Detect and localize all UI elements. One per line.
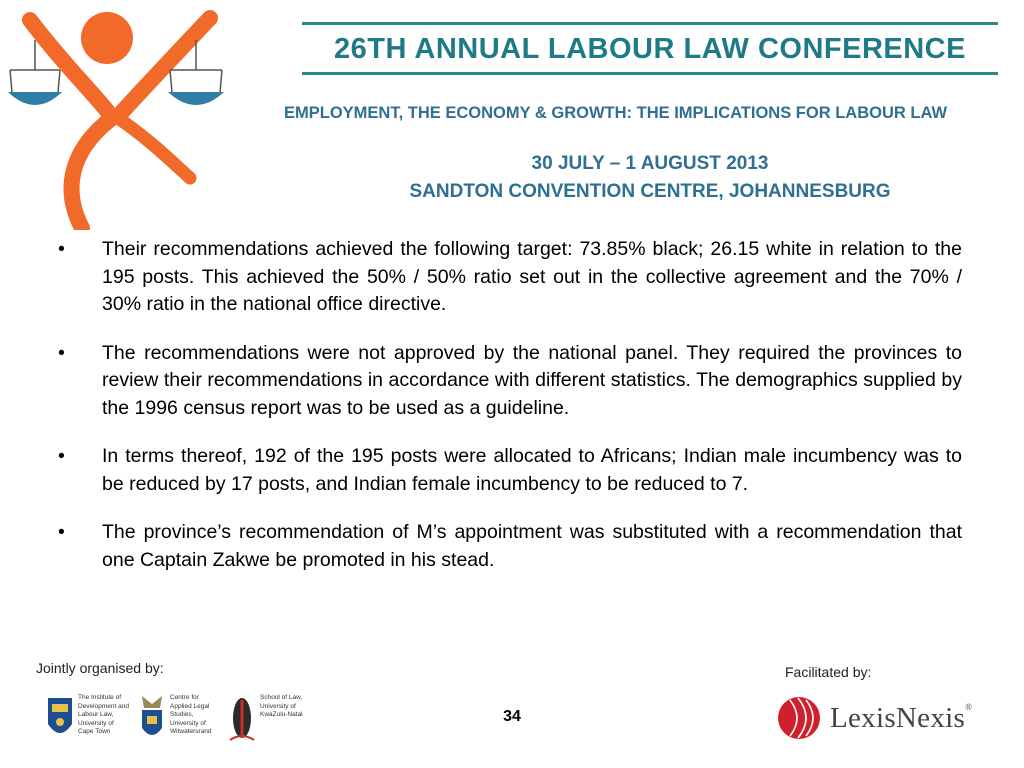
wits-crest-icon	[138, 694, 166, 744]
title-rule-bottom	[302, 72, 998, 75]
conference-logo-icon	[0, 0, 230, 230]
bullet-list	[58, 236, 962, 595]
page-number: 34	[503, 708, 521, 725]
partner-ukzn	[228, 694, 312, 752]
bullet-icon: •	[58, 341, 65, 364]
registered-mark: ®	[965, 701, 973, 712]
uct-crest-icon	[46, 694, 74, 744]
partner-uct	[46, 694, 130, 752]
partner-ukzn-name: School of Law, University of KwaZulu-Natal	[260, 694, 303, 718]
partner-uct-name: The Institute of Development and Labour Law, University of Cape Town	[78, 694, 129, 735]
conference-venue: SANDTON CONVENTION CENTRE, JOHANNESBURG	[409, 181, 891, 202]
partner-wits	[138, 694, 222, 752]
list-item	[58, 340, 962, 423]
lexisnexis-wordmark	[830, 702, 972, 735]
conference-dates-venue	[380, 150, 920, 206]
bullet-icon: •	[58, 521, 65, 543]
bullet-icon: •	[58, 238, 65, 260]
facilitated-by-label: Facilitated by:	[785, 664, 872, 680]
lexisnexis-name: LexisNexis	[830, 701, 966, 734]
list-item	[58, 519, 962, 574]
conference-dates: 30 JULY – 1 AUGUST 2013	[531, 153, 769, 174]
lexisnexis-logo	[776, 692, 1006, 744]
conference-theme: EMPLOYMENT, THE ECONOMY & GROWTH: THE IMPLICATIONS FOR LABOUR LAW	[284, 104, 948, 122]
title-rule-top	[302, 22, 998, 25]
bullet-icon: •	[58, 445, 65, 467]
ukzn-crest-icon	[228, 694, 256, 744]
conference-title: 26TH ANNUAL LABOUR LAW CONFERENCE	[334, 33, 966, 65]
bullet-text: In terms thereof, 192 of the 195 posts were allocated to Africans; Indian male incumbency was to be reduced by 17 posts, and Indian female incumbency to be reduced to 7.	[102, 445, 962, 495]
list-item	[58, 236, 962, 319]
bullet-text: The recommendations were not approved by the national panel. They required the provinces to review their recommendations in accordance with different statistics. The demographics supplied by the 1996 census report was to be used as a guideline.	[102, 341, 962, 419]
list-item	[58, 443, 962, 498]
jointly-organised-label: Jointly organised by:	[36, 660, 164, 676]
lexisnexis-sphere-icon	[776, 695, 822, 741]
bullet-text: The province’s recommendation of M’s appointment was substituted with a recommendation that one Captain Zakwe be promoted in his stead.	[102, 521, 962, 571]
partner-wits-name: Centre for Applied Legal Studies, University of Witwatersrand	[170, 694, 212, 735]
bullet-text: Their recommendations achieved the following target: 73.85% black; 26.15 white in relation to the 195 posts. This achieved the 50% / 50% ratio set out in the collective agreement and the 70% / 30% ratio in the national office directive.	[102, 238, 962, 315]
